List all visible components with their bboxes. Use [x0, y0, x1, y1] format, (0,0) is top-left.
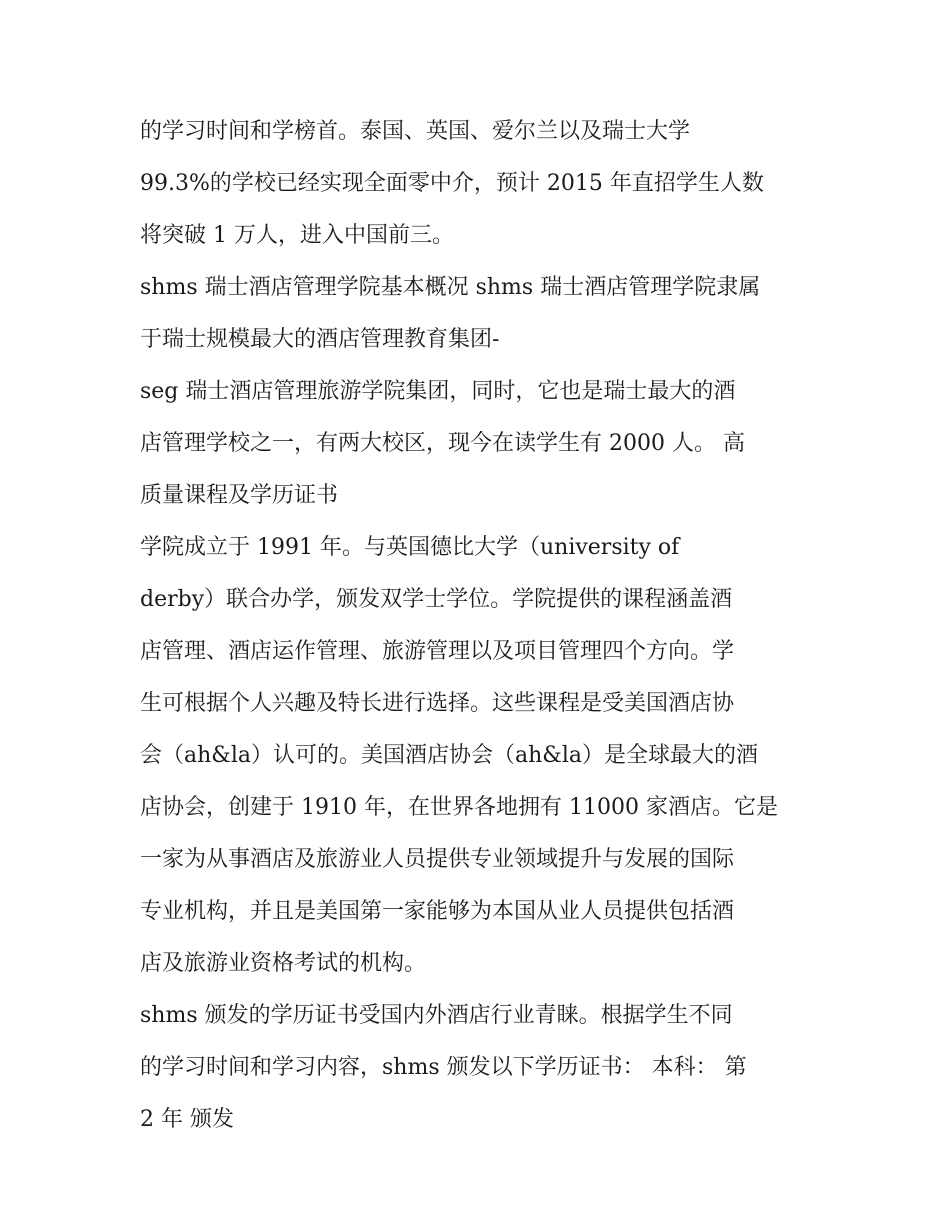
text-line: 店管理学校之一，有两大校区，现今在读学生有 2000 人。 高 [140, 431, 745, 456]
text-line: 的学习时间和学榜首。泰国、英国、爱尔兰以及瑞士大学 [140, 119, 691, 144]
text-line: 将突破 1 万人，进入中国前三。 [140, 223, 454, 248]
text-line: 会（ah&la）认可的。美国酒店协会（ah&la）是全球最大的酒 [140, 743, 759, 768]
text-line: seg 瑞士酒店管理旅游学院集团，同时，它也是瑞士最大的酒 [140, 379, 736, 404]
text-line: shms 瑞士酒店管理学院基本概况 shms 瑞士酒店管理学院隶属 [140, 275, 761, 300]
text-line: 生可根据个人兴趣及特长进行选择。这些课程是受美国酒店协 [140, 691, 735, 716]
text-line: 质量课程及学历证书 [140, 483, 339, 508]
text-line: 店协会，创建于 1910 年，在世界各地拥有 11000 家酒店。它是 [140, 795, 778, 820]
text-line: 学院成立于 1991 年。与英国德比大学（university of [140, 535, 680, 560]
text-line: derby）联合办学，颁发双学士学位。学院提供的课程涵盖酒 [140, 587, 733, 612]
text-line: 2 年 颁发 [140, 1107, 234, 1132]
text-line: shms 颁发的学历证书受国内外酒店行业青睐。根据学生不同 [140, 1003, 733, 1028]
text-line: 专业机构，并且是美国第一家能够为本国从业人员提供包括酒 [140, 899, 735, 924]
text-line: 的学习时间和学习内容，shms 颁发以下学历证书： 本科： 第 [140, 1055, 747, 1080]
text-line: 店管理、酒店运作管理、旅游管理以及项目管理四个方向。学 [140, 639, 735, 664]
text-line: 99.3%的学校已经实现全面零中介，预计 2015 年直招学生人数 [140, 171, 764, 196]
body-text [140, 106, 820, 1146]
text-line: 一家为从事酒店及旅游业人员提供专业领域提升与发展的国际 [140, 847, 735, 872]
text-line: 店及旅游业资格考试的机构。 [140, 951, 427, 976]
text-line: 于瑞士规模最大的酒店管理教育集团- [140, 327, 500, 352]
